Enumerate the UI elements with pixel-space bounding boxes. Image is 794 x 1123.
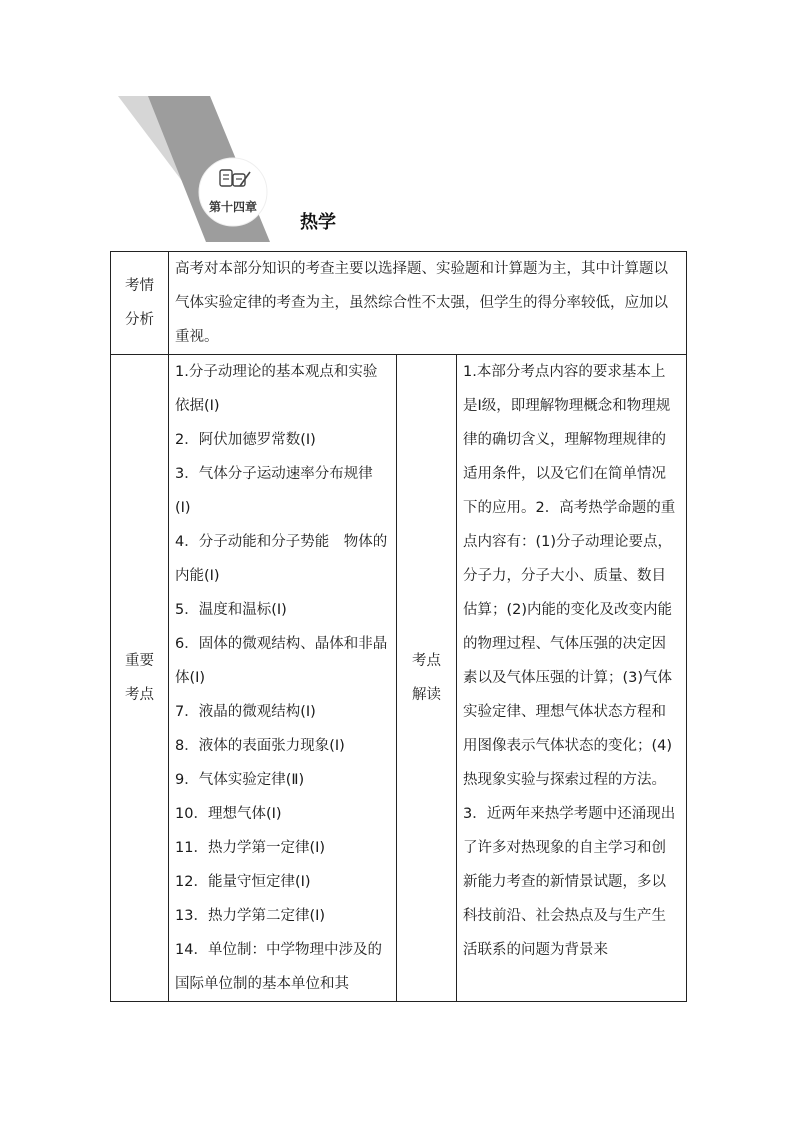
key-points-row <box>111 355 687 1002</box>
key-points-label-line2: 考点 <box>125 687 154 703</box>
list-item: 3．气体分子运动速率分布规律(Ⅰ) <box>175 466 373 516</box>
key-points-label <box>111 355 169 1002</box>
list-item: 9．气体实验定律(Ⅱ) <box>175 772 305 788</box>
chapter-number: 第十四章 <box>208 200 257 214</box>
analysis-row <box>111 252 687 355</box>
reading-label-line2: 解读 <box>412 687 441 703</box>
key-points-label-line1: 重要 <box>125 653 154 669</box>
list-item: 7．液晶的微观结构(Ⅰ) <box>175 704 316 720</box>
list-item: 11．热力学第一定律(Ⅰ) <box>175 840 326 856</box>
analysis-label-line2: 分析 <box>125 312 154 328</box>
list-item: 12．能量守恒定律(Ⅰ) <box>175 874 311 890</box>
list-item: 5．温度和温标(Ⅰ) <box>175 602 287 618</box>
list-item: 13．热力学第二定律(Ⅰ) <box>175 908 326 924</box>
list-item: 8．液体的表面张力现象(Ⅰ) <box>175 738 345 754</box>
list-item: 14．单位制：中学物理中涉及的国际单位制的基本单位和其 <box>175 942 382 992</box>
list-item: 2．阿伏加德罗常数(Ⅰ) <box>175 432 316 448</box>
list-item: 10．理想气体(Ⅰ) <box>175 806 282 822</box>
key-points-list <box>169 355 397 1002</box>
chapter-banner <box>0 0 794 250</box>
exam-analysis-table <box>110 251 687 1002</box>
reading-label-line1: 考点 <box>412 653 441 669</box>
analysis-text: 高考对本部分知识的考查主要以选择题、实验题和计算题为主，其中计算题以气体实验定律的考查为主，虽然综合性不太强，但学生的得分率较低，应加以重视。 <box>169 252 687 355</box>
reading-text: 1.本部分考点内容的要求基本上是Ⅰ级，即理解物理概念和物理规律的确切含义，理解物理规律的适用条件，以及它们在简单情况下的应用。2．高考热学命题的重点内容有：(1)分子动理论要点，分子力，分子大小、质量、数目估算；(2)内能的变化及改变内能的物理过程、气体压强的决定因素以及气体压强的计算；(3)气体实验定律、理想气体状态方程和用图像表示气体状态的变化；(4)热现象实验与探索过程的方法。3．近两年来热学考题中还涌现出了许多对热现象的自主学习和创新能力考查的新情景试题，多以科技前沿、社会热点及与生产生活联系的问题为背景来 <box>457 355 687 1002</box>
list-item: 6．固体的微观结构、晶体和非晶体(Ⅰ) <box>175 636 388 686</box>
analysis-label-line1: 考情 <box>125 278 154 294</box>
reading-label <box>397 355 457 1002</box>
chapter-title: 热学 <box>300 212 336 233</box>
analysis-label <box>111 252 169 355</box>
list-item: 4．分子动能和分子势能 物体的内能(Ⅰ) <box>175 534 388 584</box>
list-item: 1.分子动理论的基本观点和实验依据(Ⅰ) <box>175 364 378 414</box>
